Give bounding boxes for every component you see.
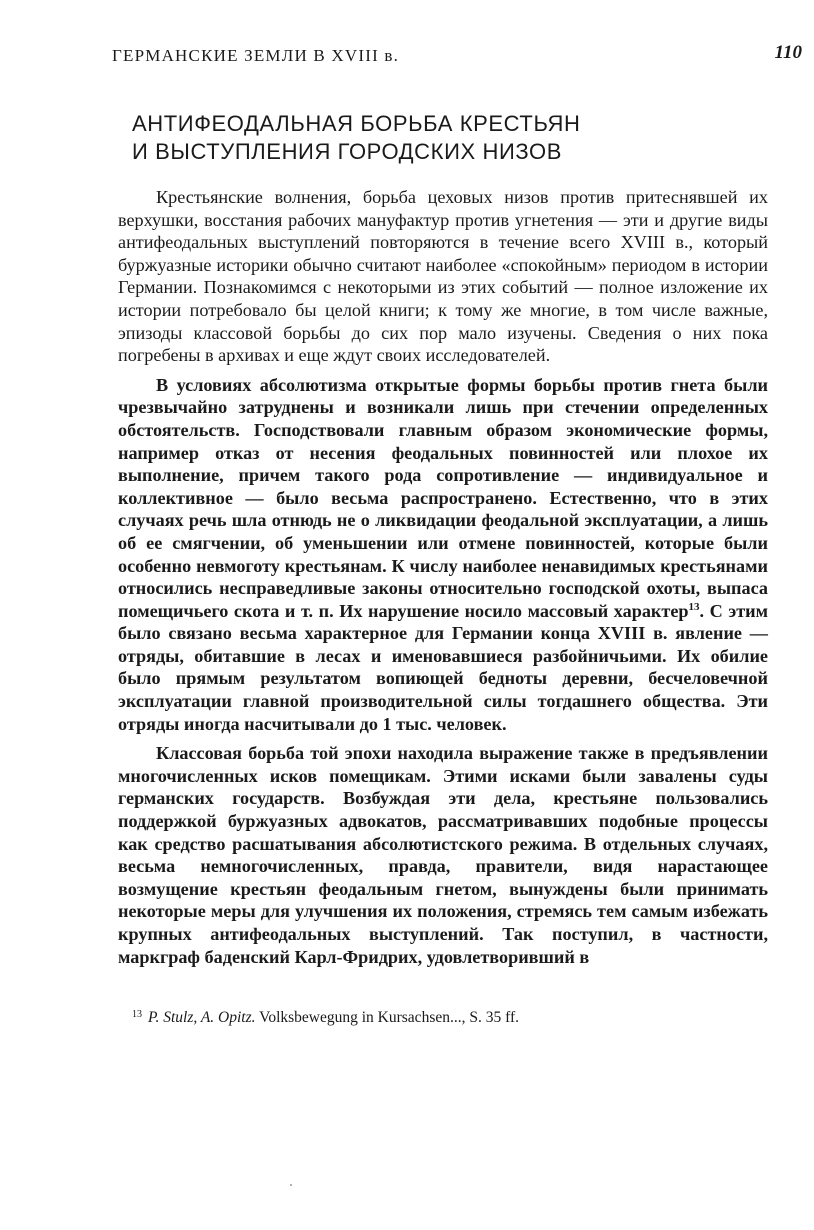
footnote-reference[interactable]: 13	[688, 600, 700, 613]
footnote	[132, 1008, 768, 1028]
footnote-authors: P. Stulz, A. Opitz.	[148, 1009, 256, 1027]
page-number: 110	[774, 42, 802, 63]
section-title-line-1: АНТИФЕОДАЛЬНАЯ БОРЬБА КРЕСТЬЯН	[132, 111, 581, 136]
footnote-number: 13	[132, 1009, 142, 1021]
footnote-text: Volksbewegung in Kursachsen..., S. 35 ff.	[255, 1009, 520, 1027]
paragraph-2-part-1: В условиях абсолютизма открытые формы борьбы против гнета были чрезвычайно затруднены и возникали лишь при стечении определенных обстоятельств. Господствовали главным образом экономические формы, например отказ от несения феодальных повинностей или плохое их выполнение, причем такого рода сопротивление — индивидуальное и коллективное — было весьма распространено. Естественно, что в этих случаях речь шла отнюдь не о ликвидации феодальной эксплуатации, а лишь об ее смягчении, об уменьшении или отмене повинностей, которые были особенно невмоготу крестьянам. К числу наиболее ненавидимых крестьянами относились несправедливые законы относительно господской охоты, выпаса помещичьего скота и т. п. Их нарушение носило массовый характер	[118, 374, 768, 621]
page	[112, 40, 802, 1028]
running-head	[112, 40, 802, 66]
section-title-line-2: И ВЫСТУПЛЕНИЯ ГОРОДСКИХ НИЗОВ	[132, 139, 563, 164]
paragraph-2	[118, 374, 768, 736]
body-text	[118, 186, 768, 968]
paragraph-3: Классовая борьба той эпохи находила выражение также в предъявлении многочисленных исков помещикам. Этими исками были завалены суды германских государств. Возбуждая эти дела, крестьяне пользовались поддержкой буржуазных адвокатов, рассматривавших подобные процессы как средство расшатывания абсолютистского режима. В отдельных случаях, весьма немногочисленных, правда, правители, видя нарастающее возмущение крестьян феодальным гнетом, вынуждены были принимать некоторые меры для улучшения их положения, стремясь тем самым избежать крупных антифеодальных выступлений. Так поступил, в частности, маркграф баденский Карл-Фридрих, удовлетворивший в	[118, 743, 768, 967]
section-title	[132, 110, 768, 166]
running-title: ГЕРМАНСКИЕ ЗЕМЛИ В XVIII в.	[112, 46, 400, 65]
scan-speck	[290, 1184, 292, 1186]
paragraph-1: Крестьянские волнения, борьба цеховых низов против притеснявшей их верхушки, восстания рабочих мануфактур против угнетения — эти и другие виды антифеодальных выступлений повторяются в течение всего XVIII в., который буржуазные историки обычно считают наиболее «спокойным» периодом в истории Германии. Познакомимся с некоторыми из этих событий — полное изложение их истории потребовало бы целой книги; к тому же многие, в том числе важные, эпизоды классовой борьбы до сих пор мало изучены. Сведения о них пока погребены в архивах и еще ждут своих исследователей.	[118, 187, 768, 366]
paragraph-2-part-2: . С этим было связано весьма характерное для Германии конца XVIII в. явление — отряды, обитавшие в лесах и именовавшиеся разбойничьими. Их обилие было прямым результатом вопиющей бедноты деревни, бесчеловечной эксплуатации главной производительной силы тогдашнего общества. Эти отряды иногда насчитывали до 1 тыс. человек.	[118, 600, 768, 734]
